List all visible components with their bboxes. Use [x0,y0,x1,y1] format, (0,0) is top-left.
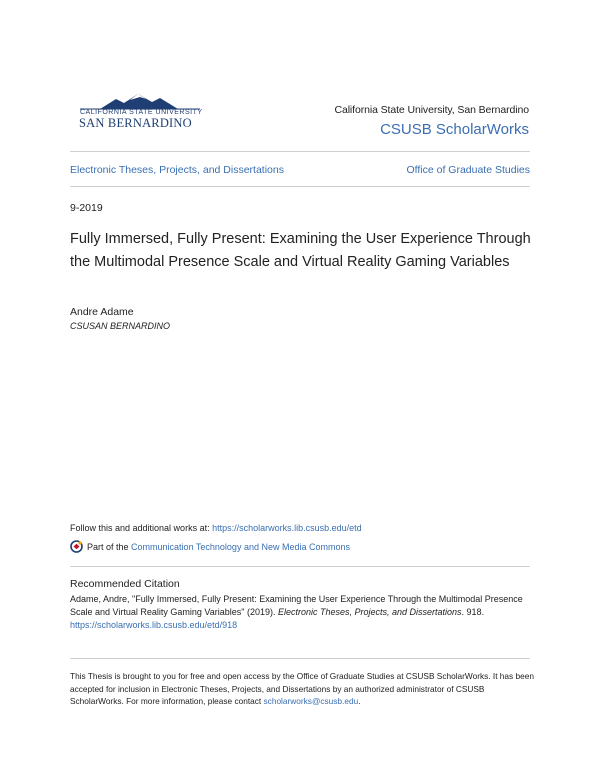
divider-notice [70,658,530,659]
university-logo [78,92,203,132]
contact-email-link[interactable]: scholarworks@csusb.edu [263,696,359,706]
part-of-line [70,540,350,553]
collection-link-graduate-studies[interactable]: Office of Graduate Studies [406,164,530,176]
commons-network-icon [70,540,83,553]
commons-link[interactable]: Communication Technology and New Media Commons [131,541,350,552]
scholarworks-link[interactable]: CSUSB ScholarWorks [380,121,529,138]
university-name: California State University, San Bernardino [334,104,529,116]
notice-end: . [358,696,361,706]
collection-link-etd[interactable]: Electronic Theses, Projects, and Dissertations [70,164,284,176]
logo-campus-text: SAN BERNARDINO [79,116,192,130]
citation-series: Electronic Theses, Projects, and Dissertations [277,607,462,617]
notice-text: This Thesis is brought to you for free and open access by the Office of Graduate Studies at CSUSB ScholarWorks. It has been accepted for inclusion in Electronic Theses, Projects, and Dissertations by an authorized administrator of CSUSB ScholarWorks. For more information, please contact [70,671,534,706]
author-name: Andre Adame [70,306,134,318]
divider-citation [70,566,530,567]
citation-heading: Recommended Citation [70,578,180,590]
author-affiliation: CSUSAN BERNARDINO [70,321,171,331]
follow-prefix: Follow this and additional works at: [70,523,213,533]
citation-body: Adame, Andre, "Fully Immersed, Fully Present: Examining the User Experience Through the Multimodal Presence Scale and Virtual Reality Gaming Variables" (2019). [70,594,523,617]
divider-top [70,151,530,152]
citation-number: . 918. [461,607,485,617]
part-of-prefix: Part of the [87,541,129,552]
divider-collections [70,186,530,187]
mountain-logo-icon [78,92,203,110]
document-title: Fully Immersed, Fully Present: Examining the User Experience Through the Multimodal Presence Scale and Virtual Reality Gaming Variables [70,231,531,270]
citation-text [70,593,540,632]
citation-url-link[interactable]: https://scholarworks.lib.csusb.edu/etd/918 [70,620,238,630]
follow-line [70,523,362,533]
logo-university-text: CALIFORNIA STATE UNIVERSITY [80,109,203,116]
access-notice [70,670,540,708]
follow-url-link[interactable]: https://scholarworks.lib.csusb.edu/etd [212,523,362,533]
publication-date: 9-2019 [70,202,103,214]
